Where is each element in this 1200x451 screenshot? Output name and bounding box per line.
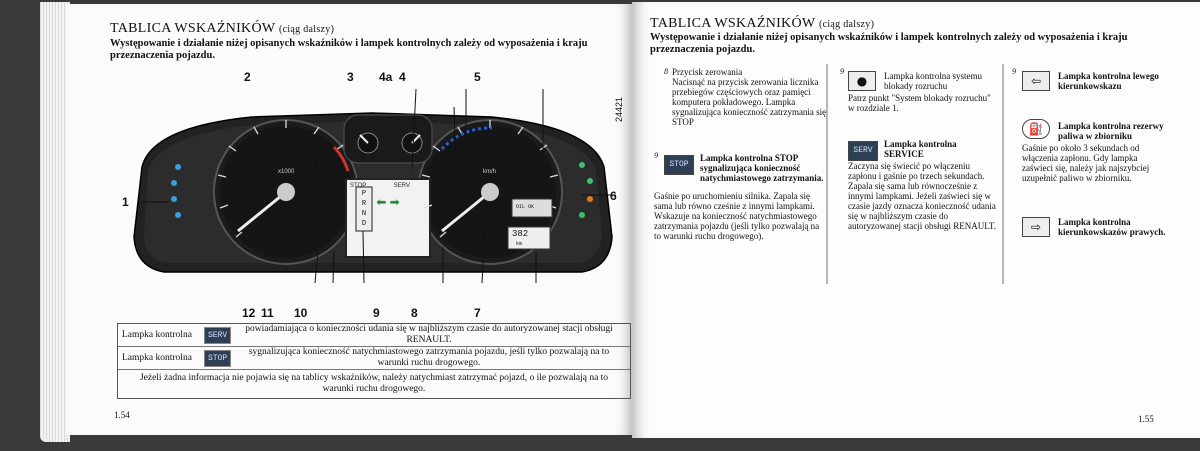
item-9-title bbox=[700, 153, 828, 183]
serv-icon bbox=[848, 141, 878, 161]
left-page-number: 1.54 bbox=[114, 410, 130, 420]
stop-badge: STOP bbox=[204, 350, 231, 367]
item-9-title-text: Lampka kontrolna STOP sygnalizująca konieczność natychmiastowego zatrzymania. bbox=[700, 153, 824, 183]
right-turn-arrow-icon: ⇨ bbox=[1022, 217, 1050, 237]
figure-code: 24421 bbox=[614, 96, 624, 122]
item-number-9: 9 bbox=[840, 67, 844, 76]
serv-badge: SERV bbox=[204, 327, 231, 344]
item-8 bbox=[672, 67, 828, 127]
left-title-text: TABLICA WSKAŹNIKÓW bbox=[110, 21, 276, 36]
center-stop-label: STOP bbox=[350, 183, 367, 189]
table-row bbox=[118, 347, 630, 370]
immobilizer-text: Patrz punkt "System blokady rozruchu" w rozdziale 1. bbox=[848, 93, 991, 113]
callout-11: 11 bbox=[261, 306, 274, 320]
item-number-9: 9 bbox=[654, 151, 658, 160]
item-number-8: 8 bbox=[664, 67, 668, 76]
fuel-reserve-title: Lampka kontrolna rezerwy paliwa w zbiorniku bbox=[1058, 121, 1164, 141]
stop-icon bbox=[204, 350, 234, 367]
gear-n: N bbox=[361, 210, 367, 218]
info-table bbox=[117, 323, 631, 399]
left-turn-arrow-icon: ⇦ bbox=[1022, 71, 1050, 91]
row-label: Lampka kontrolna bbox=[122, 353, 192, 363]
callout-12: 12 bbox=[242, 306, 256, 320]
gear-d: D bbox=[361, 220, 367, 228]
right-title-text: TABLICA WSKAŹNIKÓW bbox=[650, 16, 816, 31]
row-text: powiadamiająca o konieczności udania się w najbliższym czasie do autoryzowanej stacji obsługi RENAULT. bbox=[245, 324, 613, 345]
gear-p: P bbox=[361, 190, 367, 198]
service-title: Lampka kontrolna SERVICE bbox=[884, 139, 957, 159]
left-title-suffix: (ciąg dalszy) bbox=[278, 24, 335, 35]
gear-letters bbox=[357, 189, 371, 229]
left-intro: Występowanie i działanie niżej opisanych wskaźników i lampek kontrolnych zależy od wyposażenia i kraju przeznaczenia pojazdu. bbox=[110, 38, 588, 61]
mid-display: OIL OK bbox=[516, 204, 535, 210]
odometer-display bbox=[512, 229, 528, 239]
callout-5: 5 bbox=[474, 70, 481, 84]
item-9-text: Gaśnie po uruchomieniu silnika. Zapala się sama lub równo cześnie z innymi lampkami. Wskazuje na konieczność natychmiastowego zatrzymania pojazdu (jeśli tylko pozwalają na to warunki ruchu drogowego). bbox=[654, 191, 820, 241]
right-intro: Występowanie i działanie niżej opisanych wskaźników i lampek kontrolnych zależy od wyposażenia i kraju przeznaczenia pojazdu. bbox=[650, 32, 1128, 55]
item-8-title: Przycisk zerowania bbox=[672, 67, 743, 77]
table-footer-row bbox=[118, 370, 630, 398]
service-text: Zaczyna się świecić po włączeniu zapłonu i gaśnie po trzech sekundach. Zapala się sama lub równocześnie z innymi lampkami. Jeżeli zaświeci się w czasie jazdy oznacza konieczność udania się w najbliższym czasie do autoryzowanej stacji obsługi RENAULT. bbox=[848, 161, 996, 231]
odometer-unit: km bbox=[516, 241, 523, 247]
callout-10: 10 bbox=[294, 306, 308, 320]
row-label: Lampka kontrolna bbox=[122, 330, 192, 340]
center-serv-label: SERV bbox=[393, 183, 411, 189]
serv-icon bbox=[204, 327, 234, 344]
speedo-unit: km/h bbox=[483, 169, 497, 175]
tach-unit: x1000 bbox=[278, 169, 295, 175]
right-page-title bbox=[650, 16, 874, 32]
right-page bbox=[632, 2, 1200, 438]
column-divider bbox=[1002, 64, 1004, 284]
instrument-panel-illustration bbox=[112, 87, 634, 297]
callout-3: 3 bbox=[347, 70, 354, 84]
item-8-text: Nacisnąć na przycisk zerowania licznika przebiegów częściowych oraz pamięci komputera pokładowego. Lampka sygnalizująca konieczność zatrzymania się STOP bbox=[672, 77, 827, 127]
right-turn-title: Lampka kontrolna kierunkowskazów prawych. bbox=[1058, 217, 1166, 237]
left-turn-title: Lampka kontrolna lewego kierunkowskazu bbox=[1058, 71, 1159, 91]
table-row bbox=[118, 324, 630, 347]
callout-6: 6 bbox=[610, 189, 617, 203]
odometer-value: 382 bbox=[512, 229, 529, 239]
immobilizer-icon: ● bbox=[848, 71, 876, 91]
item-number-9: 9 bbox=[1012, 67, 1016, 76]
left-page bbox=[66, 4, 632, 435]
callout-2: 2 bbox=[244, 70, 251, 84]
immobilizer-title: Lampka kontrolna systemu blokady rozruchu bbox=[884, 71, 982, 91]
callout-1: 1 bbox=[122, 195, 129, 209]
right-title-suffix: (ciąg dalszy) bbox=[818, 19, 875, 30]
column-divider bbox=[826, 64, 828, 284]
direction-arrows-icon: ⬅ ➡ bbox=[376, 195, 400, 209]
stop-icon bbox=[664, 155, 694, 175]
table-footer-text: Jeżeli żadna informacja nie pojawia się na tablicy wskaźników, należy natychmiast zatrzymać pojazd, o ile pozwalają na to warunki ruchu drogowego. bbox=[139, 373, 609, 394]
callout-4a: 4a bbox=[379, 70, 393, 84]
callout-9: 9 bbox=[373, 306, 380, 320]
right-page-number: 1.55 bbox=[1138, 414, 1154, 424]
callout-8: 8 bbox=[411, 306, 418, 320]
callout-7: 7 bbox=[474, 306, 481, 320]
fuel-reserve-text: Gaśnie po około 3 sekundach od włączenia zapłonu. Gdy lampka zaświeci się, należy jak najszybciej uzupełnić paliwo w zbiorniku. bbox=[1022, 143, 1150, 183]
gear-r: R bbox=[361, 200, 367, 208]
row-text: sygnalizująca konieczność natychmiastowego zatrzymania pojazdu, jeśli tylko pozwalają na to warunki ruchu drogowego. bbox=[248, 347, 610, 368]
fuel-pump-icon: ⛽ bbox=[1022, 119, 1050, 139]
serv-badge: SERV bbox=[853, 146, 873, 155]
left-page-title bbox=[110, 21, 334, 37]
callout-4: 4 bbox=[399, 70, 406, 84]
stop-badge: STOP bbox=[669, 160, 689, 169]
